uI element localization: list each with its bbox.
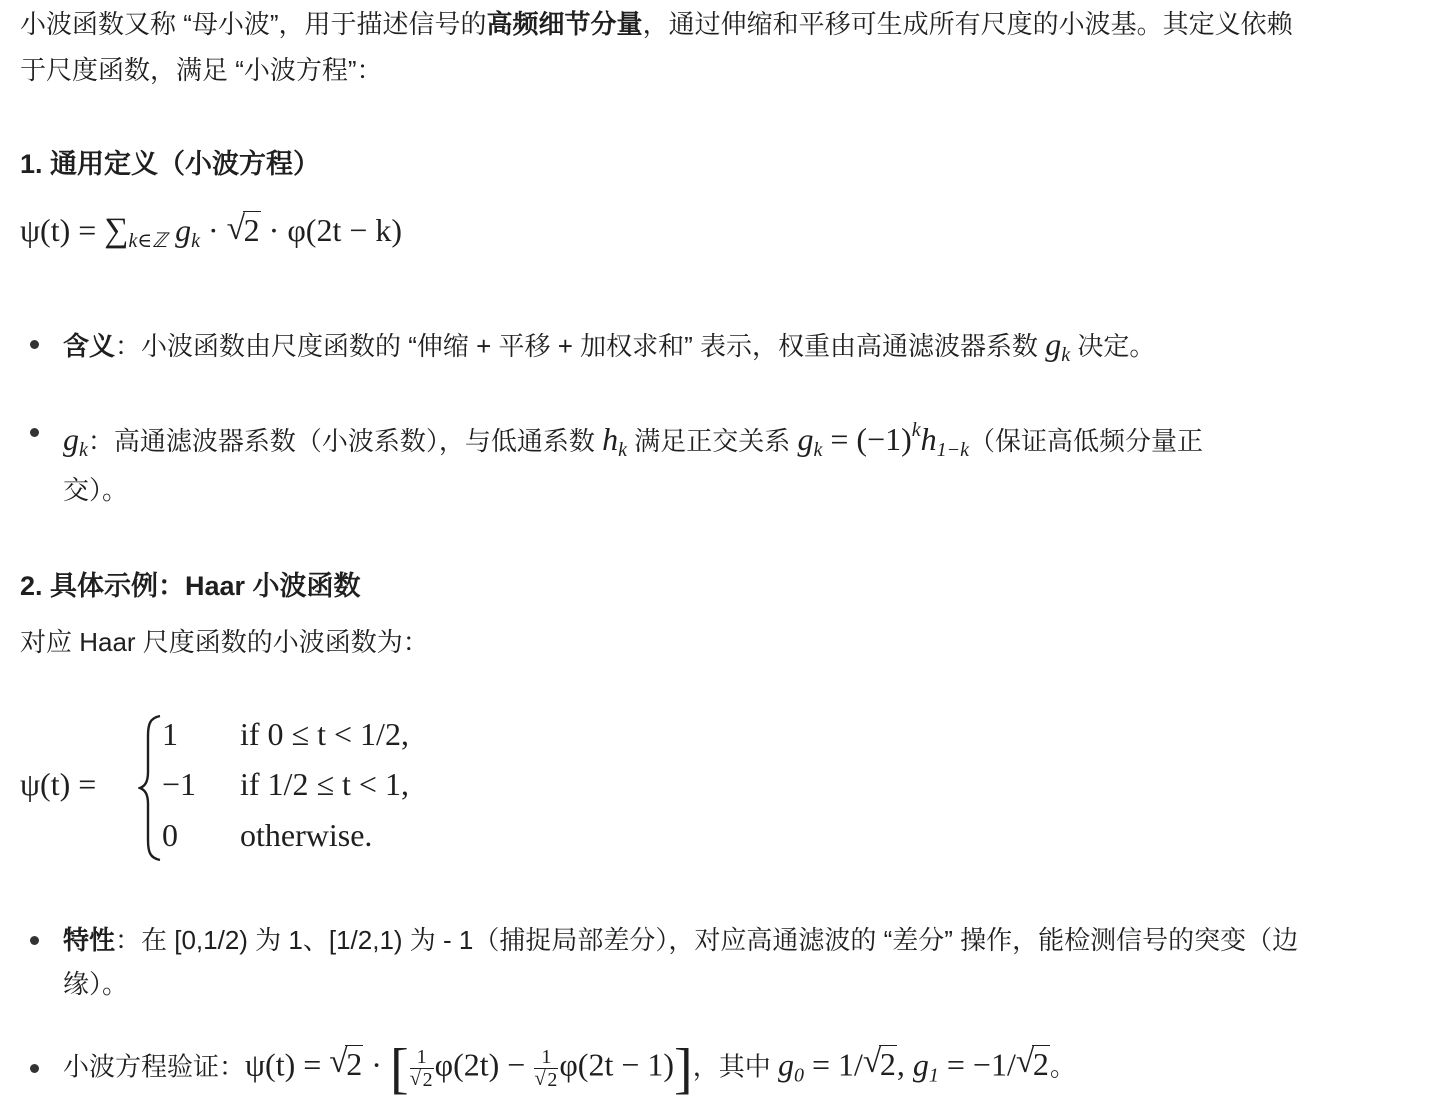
verification-label: 小波方程验证： [63, 1051, 246, 1082]
section-2-heading: 2. 具体示例：Haar 小波函数 [20, 571, 361, 601]
haar-lhs: ψ(t) = [20, 766, 97, 802]
g-symbol: g [175, 212, 192, 248]
gk-item-line-2: 交）。 [63, 475, 129, 505]
h-symbol: h [602, 421, 619, 457]
bullet-dot [30, 428, 39, 437]
sqrt-two: √ 2 [1016, 1046, 1050, 1082]
left-bracket: [ [389, 1038, 409, 1101]
formula-tail: · φ(2t − k) [260, 212, 403, 248]
fraction: 1 √ 2 [410, 1046, 434, 1091]
wavelet-equation [20, 212, 402, 253]
meaning-label: 含义 [63, 331, 116, 361]
g-symbol: g [912, 1046, 929, 1083]
h-subscript: 1−k [936, 439, 970, 461]
h-subscript: k [618, 439, 628, 461]
verification-text: ，其中 [692, 1051, 778, 1082]
intro-text: 小波函数又称 “母小波”，用于描述信号的 [20, 9, 487, 39]
bullet-dot [30, 340, 39, 349]
case-value: −1 [162, 766, 197, 802]
g-subscript: k [79, 439, 88, 461]
intro-line-1 [20, 6, 1293, 42]
verification-lhs: ψ(t) = [245, 1046, 330, 1083]
gk-text: ：高通滤波器系数（小波系数），与低通系数 [87, 426, 603, 456]
dot-operator: · [200, 212, 227, 248]
sqrt-two: √ 2 [863, 1046, 897, 1082]
g-subscript: k [191, 230, 200, 252]
g-symbol: g [797, 421, 814, 457]
gk-text-3: （保证高低频分量正 [969, 426, 1204, 456]
property-item [63, 922, 1298, 958]
sqrt-two: √ 2 [329, 1046, 363, 1082]
case-condition: if 0 ≤ t < 1/2, [240, 716, 409, 752]
gk-text-2: 满足正交关系 [627, 426, 798, 456]
right-bracket: ] [674, 1038, 693, 1101]
bullet-dot [30, 936, 39, 945]
sum-symbol: ∑ [104, 212, 129, 249]
phi-term-2: φ(2t − 1) [559, 1046, 675, 1083]
intro-line-2: 于尺度函数，满足 “小波方程”： [20, 55, 383, 85]
case-value: 0 [162, 817, 178, 853]
intro-bold-text: 高频细节分量 [486, 9, 643, 39]
case-value: 1 [162, 716, 178, 752]
case-condition: if 1/2 ≤ t < 1, [240, 766, 409, 802]
phi-term: φ(2t) − [434, 1046, 534, 1083]
section-1-heading: 1. 通用定义（小波方程） [20, 149, 321, 179]
meaning-text: ：小波函数由尺度函数的 “伸缩 + 平移 + 加权求和” 表示，权重由高通滤波器系数 [115, 331, 1046, 361]
g-subscript: k [1061, 344, 1071, 366]
haar-intro: 对应 Haar 尺度函数的小波函数为： [20, 627, 429, 657]
meaning-item [63, 326, 1155, 373]
fraction: 1 √ 2 [534, 1046, 558, 1091]
property-label: 特性 [63, 925, 116, 955]
formula-lhs: ψ(t) = [20, 212, 105, 248]
g-symbol: g [1045, 326, 1062, 362]
case-condition: otherwise. [240, 817, 373, 853]
orthogonal-relation: = (−1) [822, 421, 912, 457]
bullet-dot [30, 1064, 39, 1073]
intro-text-tail: ，通过伸缩和平移可生成所有尺度的小波基。其定义依赖 [642, 9, 1293, 39]
sqrt-two: √ 2 [227, 212, 261, 249]
exponent: k [911, 419, 921, 441]
property-item-line-2: 缘）。 [63, 969, 129, 999]
g-symbol: g [777, 1046, 794, 1083]
verification-item: 小波方程验证：ψ(t) = √ 2 · [ 1 √ 2 φ(2t) − 1 √ 2 φ(2t − 1)]，其中 $g_0 = 1/√$ 2, $g_1 = -1/√$ 2。 [63, 1046, 1076, 1093]
h-symbol: h [920, 421, 937, 457]
sum-subscript: k∈ℤ [128, 230, 168, 252]
gk-item [63, 412, 1203, 468]
g-symbol: g [63, 421, 79, 457]
property-text: ：在 [0,1/2) 为 1、[1/2,1) 为 - 1（捕捉局部差分），对应高通滤波的 “差分” 操作，能检测信号的突变（边 [115, 925, 1299, 955]
meaning-end: 决定。 [1070, 331, 1156, 361]
g-subscript: k [813, 439, 823, 461]
